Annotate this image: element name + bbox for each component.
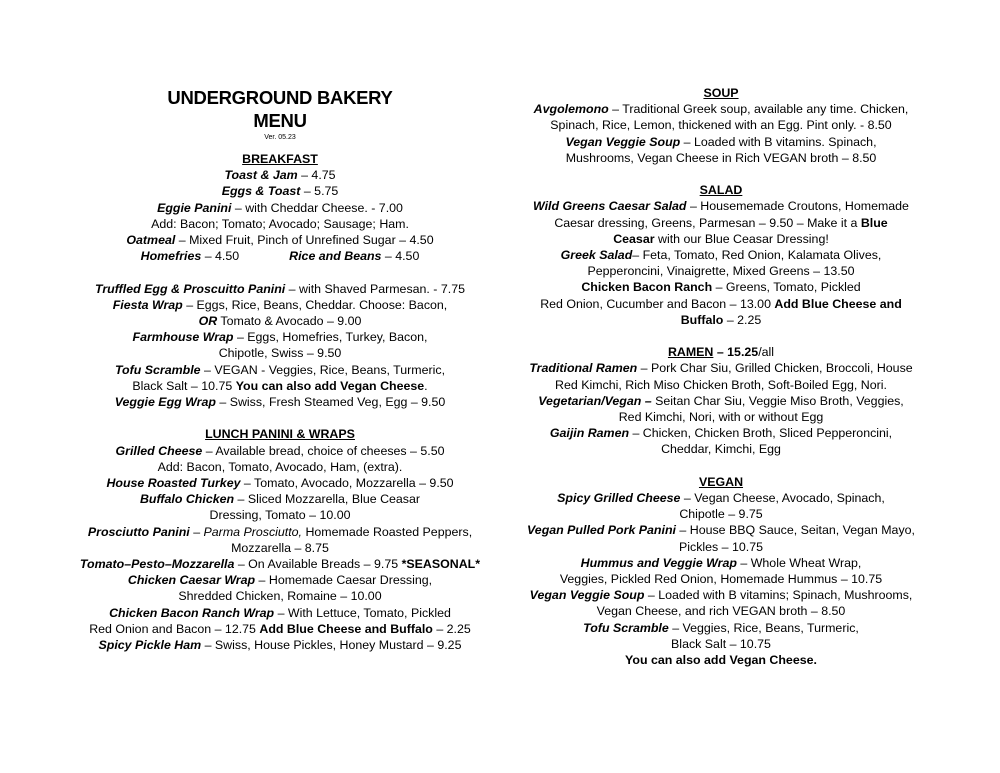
lunch-header: LUNCH PANINI & WRAPS — [205, 427, 355, 442]
menu-item-addons: Add: Bacon, Tomato, Avocado, Ham, (extra). — [157, 459, 403, 474]
menu-item: Vegetarian/Vegan – Seitan Char Siu, Veggie Miso Broth, Veggies, — [538, 393, 904, 408]
menu-item: Spicy Grilled Cheese – Vegan Cheese, Avocado, Spinach, — [557, 491, 885, 506]
breakfast-header: BREAKFAST — [242, 152, 318, 166]
menu-item: Homefries – 4.50 Rice and Beans – 4.50 — [140, 249, 420, 264]
menu-item: Truffled Egg & Proscuitto Panini – with Shaved Parmesan. - 7.75 — [95, 281, 465, 296]
menu-item-cont: Spinach, Rice, Lemon, thickened with an Egg. Pint only. - 8.50 — [550, 118, 892, 133]
menu-item: Gaijin Ramen – Chicken, Chicken Broth, Sliced Pepperoncini, — [549, 426, 893, 441]
menu-item: Vegan Veggie Soup – Loaded with B vitamins; Spinach, Mushrooms, — [529, 588, 913, 603]
menu-item-cont: Red Onion and Bacon – 12.75 Add Blue Cheese and Buffalo – 2.25 — [89, 621, 471, 636]
menu-version: Ver. 05.23 — [264, 134, 296, 141]
menu-item-cont: Red Kimchi, Rich Miso Chicken Broth, Soft-Boiled Egg, Nori. — [555, 377, 887, 392]
menu-item: Hummus and Veggie Wrap – Whole Wheat Wrap, — [580, 555, 862, 570]
menu-item: Avgolemono – Traditional Greek soup, available any time. Chicken, — [533, 102, 909, 117]
vegan-cheese-note: You can also add Vegan Cheese. — [625, 653, 817, 668]
menu-item: Spicy Pickle Ham – Swiss, House Pickles, Honey Mustard – 9.25 — [98, 638, 462, 653]
menu-item: Chicken Bacon Ranch – Greens, Tomato, Pickled — [581, 280, 861, 295]
menu-item-cont: Red Kimchi, Nori, with or without Egg — [618, 410, 824, 425]
soup-header: SOUP — [703, 86, 739, 100]
menu-item: House Roasted Turkey – Tomato, Avocado, Mozzarella – 9.50 — [106, 476, 454, 491]
menu-item-cont: Veggies, Pickled Red Onion, Homemade Hummus – 10.75 — [559, 572, 883, 587]
menu-item: Vegan Veggie Soup – Loaded with B vitamins. Spinach, — [565, 134, 877, 149]
vegan-header: VEGAN — [698, 474, 744, 489]
menu-item-cont: Red Onion, Cucumber and Bacon – 13.00 Add Blue Cheese and — [540, 296, 902, 311]
menu-item: Chicken Caesar Wrap – Homemade Caesar Dressing, — [127, 573, 433, 588]
menu-item: Eggie Panini – with Cheddar Cheese. - 7.00 — [157, 200, 403, 215]
menu-item: Tofu Scramble – VEGAN - Veggies, Rice, Beans, Turmeric, — [114, 362, 446, 377]
menu-item-cont: Ceasar with our Blue Ceasar Dressing! — [613, 231, 829, 246]
left-column — [60, 0, 500, 653]
menu-item-cont: Shredded Chicken, Romaine – 10.00 — [178, 589, 382, 604]
right-column — [520, 0, 922, 668]
menu-item-cont: Black Salt – 10.75 — [671, 636, 771, 651]
menu-item: Prosciutto Panini – Parma Prosciutto, Homemade Roasted Peppers, — [87, 524, 473, 539]
menu-item: Fiesta Wrap – Eggs, Rice, Beans, Cheddar. Choose: Bacon, — [112, 297, 448, 312]
menu-item: Toast & Jam – 4.75 — [224, 168, 336, 183]
menu-subtitle: MENU — [253, 110, 307, 131]
menu-item-cont: Dressing, Tomato – 10.00 — [209, 508, 351, 523]
menu-item-cont: Caesar dressing, Greens, Parmesan – 9.50 – Make it a Blue — [554, 215, 888, 230]
menu-item-cont: Mozzarella – 8.75 — [231, 540, 329, 555]
menu-item: Tomato–Pesto–Mozzarella – On Available Breads – 9.75 *SEASONAL* — [79, 557, 481, 572]
menu-item: Wild Greens Caesar Salad – Housememade Croutons, Homemade — [533, 199, 909, 214]
menu-item: Vegan Pulled Pork Panini – House BBQ Sauce, Seitan, Vegan Mayo, — [527, 523, 915, 538]
menu-item: Oatmeal – Mixed Fruit, Pinch of Unrefined Sugar – 4.50 — [126, 233, 434, 248]
ramen-header: RAMEN – 15.25/all — [667, 345, 775, 360]
menu-item-cont: Cheddar, Kimchi, Egg — [661, 442, 781, 457]
menu-item: Veggie Egg Wrap – Swiss, Fresh Steamed Veg, Egg – 9.50 — [114, 395, 446, 410]
menu-item: Buffalo Chicken – Sliced Mozzarella, Blue Ceasar — [139, 492, 421, 507]
menu-item-cont: Vegan Cheese, and rich VEGAN broth – 8.50 — [596, 604, 846, 619]
menu-item-cont: OR Tomato & Avocado – 9.00 — [198, 314, 362, 329]
menu-item-cont: Buffalo – 2.25 — [680, 312, 762, 327]
salad-header: SALAD — [699, 183, 743, 198]
menu-item-addons: Add: Bacon; Tomato; Avocado; Sausage; Ham. — [151, 216, 409, 231]
menu-item-cont: Mushrooms, Vegan Cheese in Rich VEGAN broth – 8.50 — [565, 150, 877, 165]
menu-item: Grilled Cheese – Available bread, choice of cheeses – 5.50 — [115, 443, 445, 458]
menu-title: UNDERGROUND BAKERY — [167, 87, 393, 108]
menu-item-cont: Black Salt – 10.75 You can also add Vegan Cheese. — [132, 378, 428, 393]
menu-item: Tofu Scramble – Veggies, Rice, Beans, Turmeric, — [583, 620, 859, 635]
menu-item: Traditional Ramen – Pork Char Siu, Grilled Chicken, Broccoli, House — [529, 361, 913, 376]
menu-item-cont: Chipotle – 9.75 — [679, 507, 763, 522]
menu-item-cont: Chipotle, Swiss – 9.50 — [218, 346, 342, 361]
menu-item: Greek Salad– Feta, Tomato, Red Onion, Kalamata Olives, — [560, 248, 882, 263]
menu-item-cont: Pepperoncini, Vinaigrette, Mixed Greens – 13.50 — [587, 264, 855, 279]
menu-item-cont: Pickles – 10.75 — [678, 539, 764, 554]
menu-item: Eggs & Toast – 5.75 — [221, 184, 339, 199]
menu-item: Chicken Bacon Ranch Wrap – With Lettuce, Tomato, Pickled — [109, 605, 451, 620]
menu-item: Farmhouse Wrap – Eggs, Homefries, Turkey, Bacon, — [132, 330, 428, 345]
